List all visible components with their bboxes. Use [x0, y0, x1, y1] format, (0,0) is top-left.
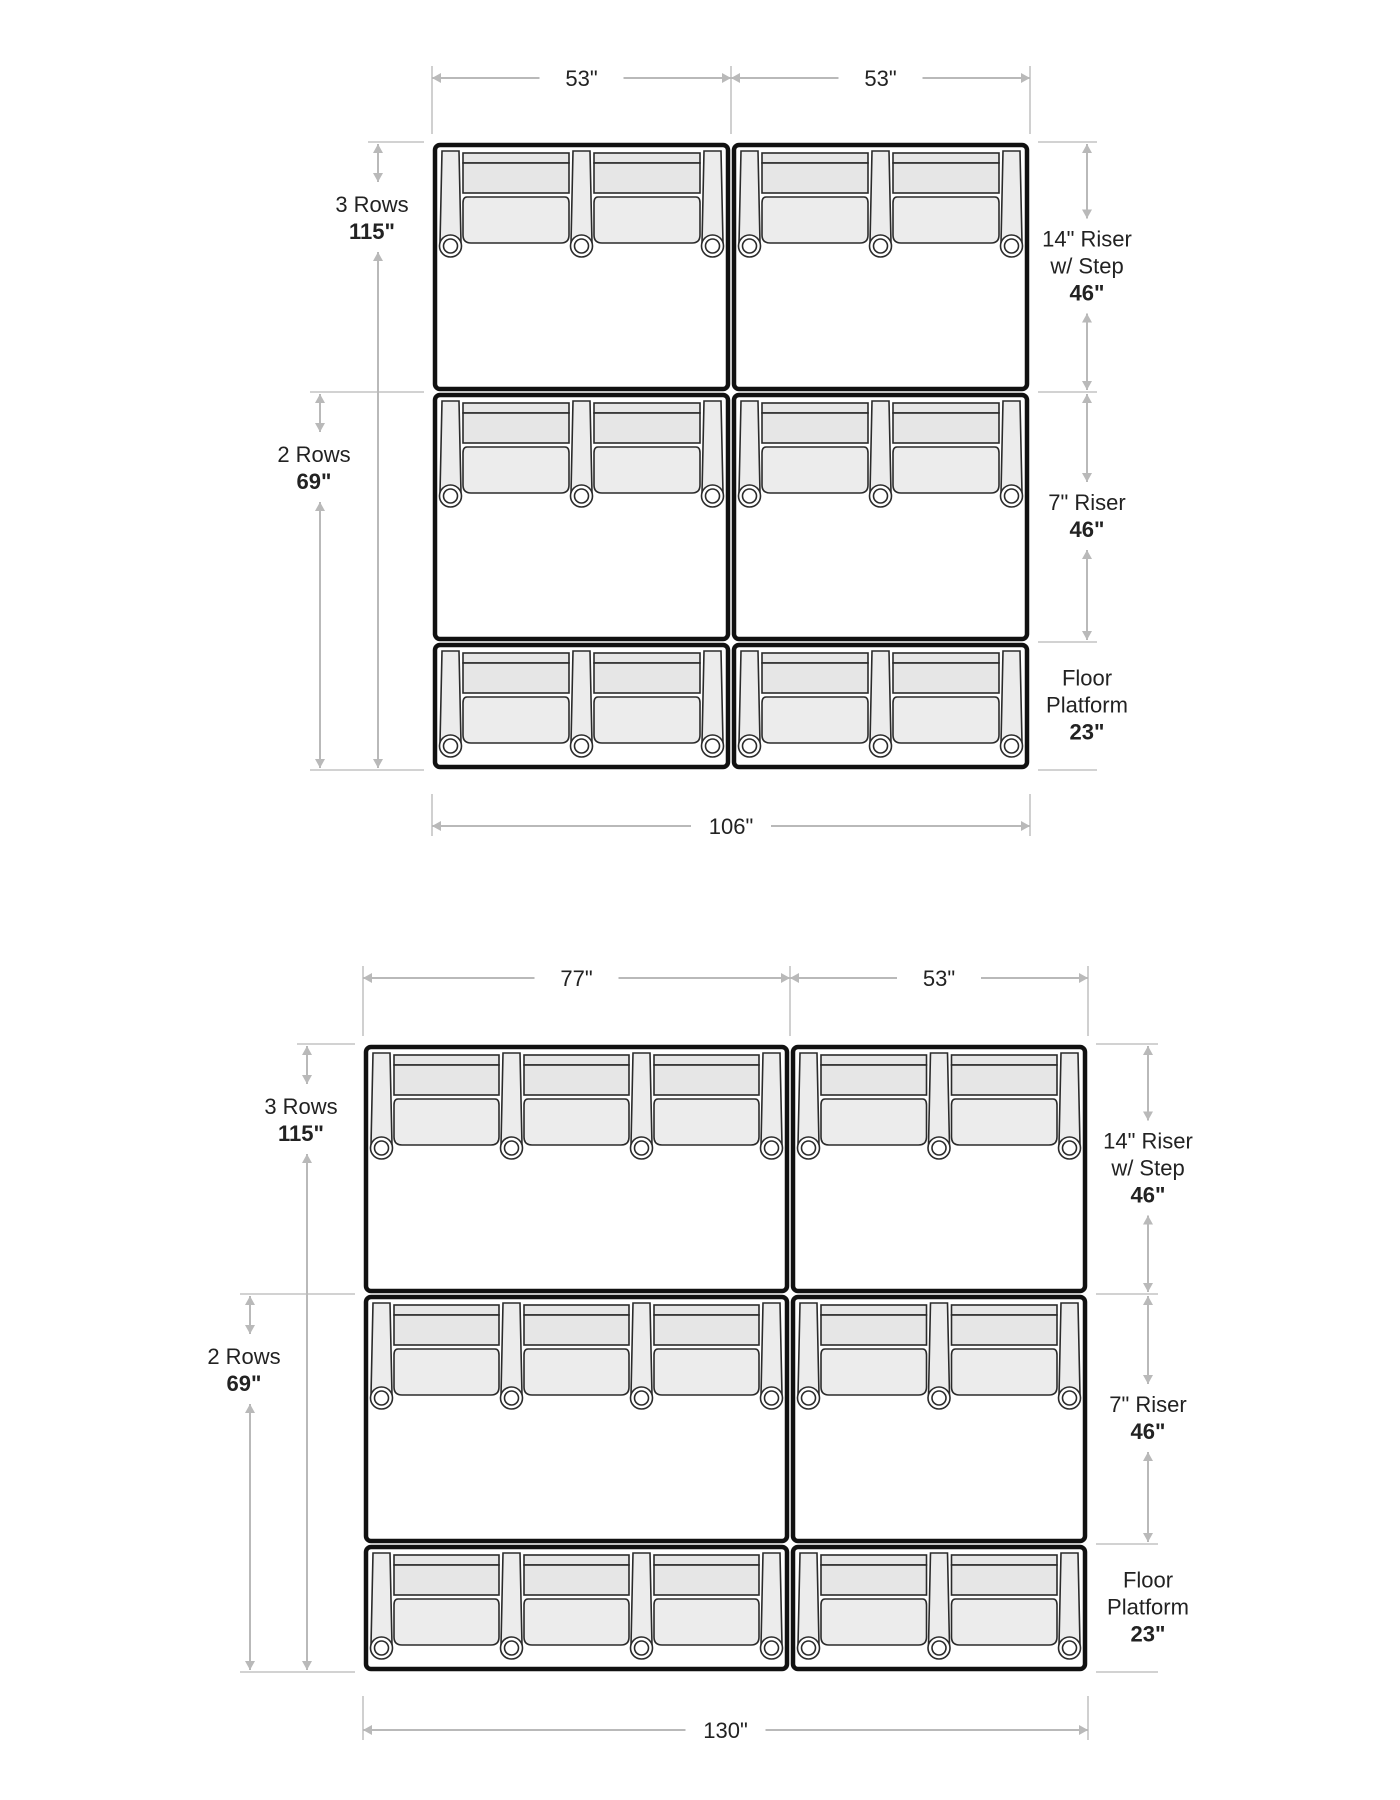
seat-cushion	[463, 447, 569, 493]
arrowhead	[373, 173, 383, 182]
arrowhead	[1143, 1046, 1153, 1055]
row-depth-value: 23"	[1069, 719, 1105, 745]
vertical-dimension	[1143, 1046, 1153, 1121]
row-depth-value: 23"	[1130, 1621, 1166, 1647]
cup-holder-inner	[1063, 1141, 1077, 1155]
seat-row	[371, 1553, 783, 1659]
seat-cushion	[463, 697, 569, 743]
seat-backrest	[821, 1065, 927, 1095]
arrowhead	[1082, 550, 1092, 559]
cup-holder-inner	[743, 489, 757, 503]
left-group-label: 3 Rows	[264, 1094, 338, 1119]
arrowhead	[302, 1046, 312, 1055]
seat	[524, 1305, 629, 1395]
cup-holder-inner	[765, 1641, 779, 1655]
row-dimension-1	[1042, 144, 1132, 390]
cup-holder-inner	[375, 1641, 389, 1655]
seat-cushion	[762, 197, 868, 243]
cup-holder-inner	[575, 239, 589, 253]
cup-holder-inner	[505, 1141, 519, 1155]
seat-backrest	[524, 1315, 629, 1345]
cup-holder-inner	[635, 1391, 649, 1405]
section-width-right	[731, 66, 1030, 91]
cup-holder-inner	[635, 1141, 649, 1155]
seat-row	[739, 151, 1023, 257]
arrowhead	[1079, 973, 1088, 983]
seat-cushion	[394, 1099, 499, 1145]
seat-backrest	[394, 1315, 499, 1345]
row-depth-value: 46"	[1069, 517, 1105, 542]
seat-cushion	[821, 1099, 927, 1145]
cup-holder-inner	[874, 489, 888, 503]
seat-row	[798, 1303, 1081, 1409]
vertical-dimension	[1082, 314, 1092, 391]
seat-row	[440, 401, 724, 507]
seat-backrest-top	[762, 153, 868, 163]
vertical-dimension	[1143, 1452, 1153, 1542]
row-label: Platform	[1046, 692, 1128, 718]
cup-holder-inner	[706, 489, 720, 503]
seat-backrest-top	[594, 653, 700, 663]
seat	[893, 653, 999, 743]
arrowhead	[1082, 144, 1092, 153]
arrowhead	[432, 821, 441, 831]
seat-backrest-top	[524, 1555, 629, 1565]
seat-backrest-top	[762, 653, 868, 663]
vertical-dimension	[302, 1046, 312, 1084]
seat-backrest	[952, 1315, 1058, 1345]
seat-row	[371, 1303, 783, 1409]
cup-holder-inner	[444, 739, 458, 753]
seat-backrest	[394, 1065, 499, 1095]
vertical-dimension	[373, 144, 383, 182]
dimension-label: 130"	[703, 1718, 748, 1743]
seat-cushion	[821, 1349, 927, 1395]
seat-backrest-top	[893, 153, 999, 163]
dimension-label: 77"	[560, 966, 593, 991]
row-label: 14" Riser	[1103, 1128, 1193, 1154]
seat-backrest-top	[594, 403, 700, 413]
row-label: w/ Step	[1050, 253, 1124, 279]
seat	[821, 1055, 927, 1145]
cup-holder-inner	[765, 1141, 779, 1155]
seat	[952, 1555, 1058, 1645]
seat-row	[440, 151, 724, 257]
arrowhead	[245, 1661, 255, 1670]
seat-cushion	[654, 1599, 759, 1645]
seat-backrest-top	[762, 403, 868, 413]
cup-holder-inner	[932, 1641, 946, 1655]
arrowhead	[315, 759, 325, 768]
seat-backrest-top	[394, 1305, 499, 1315]
left-group-label: 2 Rows	[207, 1344, 281, 1369]
seat-backrest	[893, 413, 999, 443]
left-group-value: 69"	[296, 469, 332, 494]
seat-row	[739, 401, 1023, 507]
seat	[394, 1055, 499, 1145]
arrowhead	[1143, 1533, 1153, 1542]
arrowhead	[1021, 73, 1030, 83]
row-label: Floor	[1061, 665, 1113, 691]
arrowhead	[245, 1296, 255, 1305]
seat-cushion	[524, 1599, 629, 1645]
arrowhead	[781, 973, 790, 983]
seat	[654, 1555, 759, 1645]
seat	[394, 1555, 499, 1645]
arrowhead	[1143, 1452, 1153, 1461]
seat-backrest-top	[524, 1305, 629, 1315]
section-width-left	[363, 966, 790, 991]
seat-cushion	[893, 197, 999, 243]
seat-backrest-top	[654, 1305, 759, 1315]
seat	[762, 653, 868, 743]
seat-row	[739, 651, 1023, 757]
seat-cushion	[893, 697, 999, 743]
seat	[893, 153, 999, 243]
seat	[762, 403, 868, 493]
seat-backrest-top	[594, 153, 700, 163]
seat-backrest	[594, 413, 700, 443]
cup-holder-inner	[932, 1141, 946, 1155]
cup-holder-inner	[743, 739, 757, 753]
row-dimension-1	[1103, 1046, 1193, 1292]
arrowhead	[1143, 1112, 1153, 1121]
vertical-dimension	[245, 1296, 255, 1334]
vertical-dimension	[315, 394, 325, 432]
arrowhead	[315, 502, 325, 511]
seat	[762, 153, 868, 243]
dimension-label: 106"	[708, 814, 754, 839]
seat	[463, 653, 569, 743]
seat-cushion	[524, 1349, 629, 1395]
arrowhead	[1082, 210, 1092, 219]
seat-backrest-top	[952, 1555, 1058, 1565]
arrowhead	[315, 423, 325, 432]
cup-holder-inner	[874, 739, 888, 753]
arrowhead	[790, 973, 799, 983]
row-depth-value: 46"	[1069, 280, 1105, 306]
seat-cushion	[394, 1349, 499, 1395]
cup-holder-inner	[802, 1391, 816, 1405]
left-group-label: 2 Rows	[277, 442, 351, 467]
seat-backrest-top	[394, 1055, 499, 1065]
row-dimension-3	[1046, 666, 1128, 745]
seat-backrest-top	[821, 1055, 927, 1065]
left-group-value: 69"	[226, 1371, 262, 1396]
seat-backrest	[654, 1315, 759, 1345]
seat-row	[371, 1053, 783, 1159]
seat-backrest-top	[463, 403, 569, 413]
seat	[394, 1305, 499, 1395]
seat-cushion	[654, 1099, 759, 1145]
seat-backrest	[952, 1565, 1058, 1595]
seat-backrest	[524, 1065, 629, 1095]
seat-cushion	[762, 447, 868, 493]
cup-holder-inner	[743, 239, 757, 253]
cup-holder-inner	[706, 739, 720, 753]
dimension-label: 53"	[864, 66, 897, 91]
arrowhead	[1143, 1216, 1153, 1225]
seat-backrest	[594, 163, 700, 193]
seat-backrest	[821, 1315, 927, 1345]
cup-holder-inner	[802, 1141, 816, 1155]
row-dimension-2	[1109, 1296, 1187, 1542]
row-depth-value: 46"	[1130, 1419, 1166, 1444]
left-group-value: 115"	[349, 219, 395, 244]
seat-cushion	[821, 1599, 927, 1645]
cup-holder-inner	[1005, 489, 1019, 503]
cup-holder-inner	[444, 489, 458, 503]
arrowhead	[1082, 394, 1092, 403]
seat-backrest	[654, 1065, 759, 1095]
arrowhead	[1082, 473, 1092, 482]
seat-backrest-top	[893, 653, 999, 663]
cup-holder-inner	[505, 1391, 519, 1405]
arrowhead	[373, 759, 383, 768]
seat	[952, 1305, 1058, 1395]
seat	[594, 153, 700, 243]
seat-row	[798, 1053, 1081, 1159]
seat-cushion	[952, 1099, 1058, 1145]
seat-backrest	[463, 163, 569, 193]
seat	[952, 1055, 1058, 1145]
seat	[463, 403, 569, 493]
seat-backrest-top	[463, 653, 569, 663]
row-dimension-3	[1107, 1568, 1189, 1647]
row-label: 7" Riser	[1048, 490, 1126, 515]
seat-backrest	[654, 1565, 759, 1595]
cup-holder-inner	[375, 1391, 389, 1405]
seat-backrest-top	[524, 1055, 629, 1065]
arrowhead	[1143, 1375, 1153, 1384]
left-dimensions	[207, 1044, 355, 1672]
cup-holder-inner	[575, 489, 589, 503]
seat-cushion	[952, 1349, 1058, 1395]
seat	[821, 1555, 927, 1645]
row-label: 7" Riser	[1109, 1392, 1187, 1417]
arrowhead	[245, 1325, 255, 1334]
seat-cushion	[594, 697, 700, 743]
cup-holder-inner	[1063, 1391, 1077, 1405]
cup-holder-inner	[1005, 739, 1019, 753]
row-label: 14" Riser	[1042, 226, 1132, 252]
seat-backrest	[394, 1565, 499, 1595]
arrowhead	[1079, 1725, 1088, 1735]
seat-cushion	[394, 1599, 499, 1645]
seat-cushion	[524, 1099, 629, 1145]
seat-backrest	[821, 1565, 927, 1595]
vertical-dimension	[1143, 1216, 1153, 1293]
total-width	[432, 814, 1030, 839]
seat-backrest-top	[952, 1305, 1058, 1315]
seat-backrest-top	[654, 1555, 759, 1565]
cup-holder-inner	[874, 239, 888, 253]
seat	[654, 1305, 759, 1395]
left-dimensions	[277, 142, 424, 770]
vertical-dimension	[1143, 1296, 1153, 1384]
arrowhead	[363, 973, 372, 983]
cup-holder-inner	[1063, 1641, 1077, 1655]
arrowhead	[1021, 821, 1030, 831]
seat-backrest	[952, 1065, 1058, 1095]
seat-cushion	[594, 447, 700, 493]
cup-holder-inner	[1005, 239, 1019, 253]
total-width	[363, 1718, 1088, 1743]
vertical-dimension	[1082, 550, 1092, 640]
arrowhead	[302, 1661, 312, 1670]
seat-backrest	[762, 413, 868, 443]
vertical-dimension	[1082, 394, 1092, 482]
seat-backrest	[463, 413, 569, 443]
arrowhead	[1082, 314, 1092, 323]
cup-holder-inner	[765, 1391, 779, 1405]
seat-cushion	[654, 1349, 759, 1395]
arrowhead	[245, 1404, 255, 1413]
arrowhead	[1143, 1283, 1153, 1292]
left-group-value: 115"	[278, 1121, 324, 1146]
arrowhead	[1082, 631, 1092, 640]
seat	[524, 1555, 629, 1645]
seat-backrest	[463, 663, 569, 693]
seat-cushion	[762, 697, 868, 743]
arrowhead	[1082, 381, 1092, 390]
row-label: Platform	[1107, 1594, 1189, 1620]
arrowhead	[1143, 1296, 1153, 1305]
seat	[893, 403, 999, 493]
row-label: w/ Step	[1111, 1155, 1185, 1181]
seat	[594, 403, 700, 493]
seat-backrest	[524, 1565, 629, 1595]
cup-holder-inner	[575, 739, 589, 753]
dimension-label: 53"	[565, 66, 598, 91]
cup-holder-inner	[505, 1641, 519, 1655]
seat-backrest-top	[463, 153, 569, 163]
seat-backrest-top	[654, 1055, 759, 1065]
vertical-dimension	[315, 502, 325, 768]
seat	[524, 1055, 629, 1145]
seat	[594, 653, 700, 743]
seat	[463, 153, 569, 243]
arrowhead	[373, 144, 383, 153]
seat-row	[798, 1553, 1081, 1659]
dimension-label: 53"	[922, 966, 956, 991]
cup-holder-inner	[932, 1391, 946, 1405]
vertical-dimension	[1082, 144, 1092, 219]
vertical-dimension	[373, 252, 383, 768]
seat-row	[440, 651, 724, 757]
seat	[654, 1055, 759, 1145]
section-width-left	[432, 66, 731, 91]
seat-backrest	[893, 163, 999, 193]
seat-backrest-top	[893, 403, 999, 413]
cup-holder-inner	[444, 239, 458, 253]
row-label: Floor	[1122, 1567, 1174, 1593]
vertical-dimension	[302, 1154, 312, 1670]
seat-backrest	[594, 663, 700, 693]
seat-cushion	[952, 1599, 1058, 1645]
arrowhead	[302, 1154, 312, 1163]
arrowhead	[302, 1075, 312, 1084]
seat-backrest	[762, 663, 868, 693]
seat-backrest	[762, 163, 868, 193]
arrowhead	[363, 1725, 372, 1735]
seating-diagram-1	[277, 66, 1132, 839]
seat-cushion	[463, 197, 569, 243]
arrowhead	[731, 73, 740, 83]
cup-holder-inner	[635, 1641, 649, 1655]
seating-diagram-2	[207, 966, 1193, 1743]
arrowhead	[722, 73, 731, 83]
left-group-label: 3 Rows	[335, 192, 409, 217]
seat-backrest-top	[394, 1555, 499, 1565]
cup-holder-inner	[706, 239, 720, 253]
seat	[821, 1305, 927, 1395]
seat-cushion	[594, 197, 700, 243]
seat-backrest	[893, 663, 999, 693]
arrowhead	[373, 252, 383, 261]
seat-backrest-top	[952, 1055, 1058, 1065]
vertical-dimension	[245, 1404, 255, 1670]
section-width-right	[790, 966, 1088, 991]
seat-backrest-top	[821, 1305, 927, 1315]
seat-backrest-top	[821, 1555, 927, 1565]
row-dimension-2	[1048, 394, 1126, 640]
seat-cushion	[893, 447, 999, 493]
arrowhead	[315, 394, 325, 403]
cup-holder-inner	[375, 1141, 389, 1155]
row-depth-value: 46"	[1130, 1182, 1166, 1208]
arrowhead	[432, 73, 441, 83]
cup-holder-inner	[802, 1641, 816, 1655]
